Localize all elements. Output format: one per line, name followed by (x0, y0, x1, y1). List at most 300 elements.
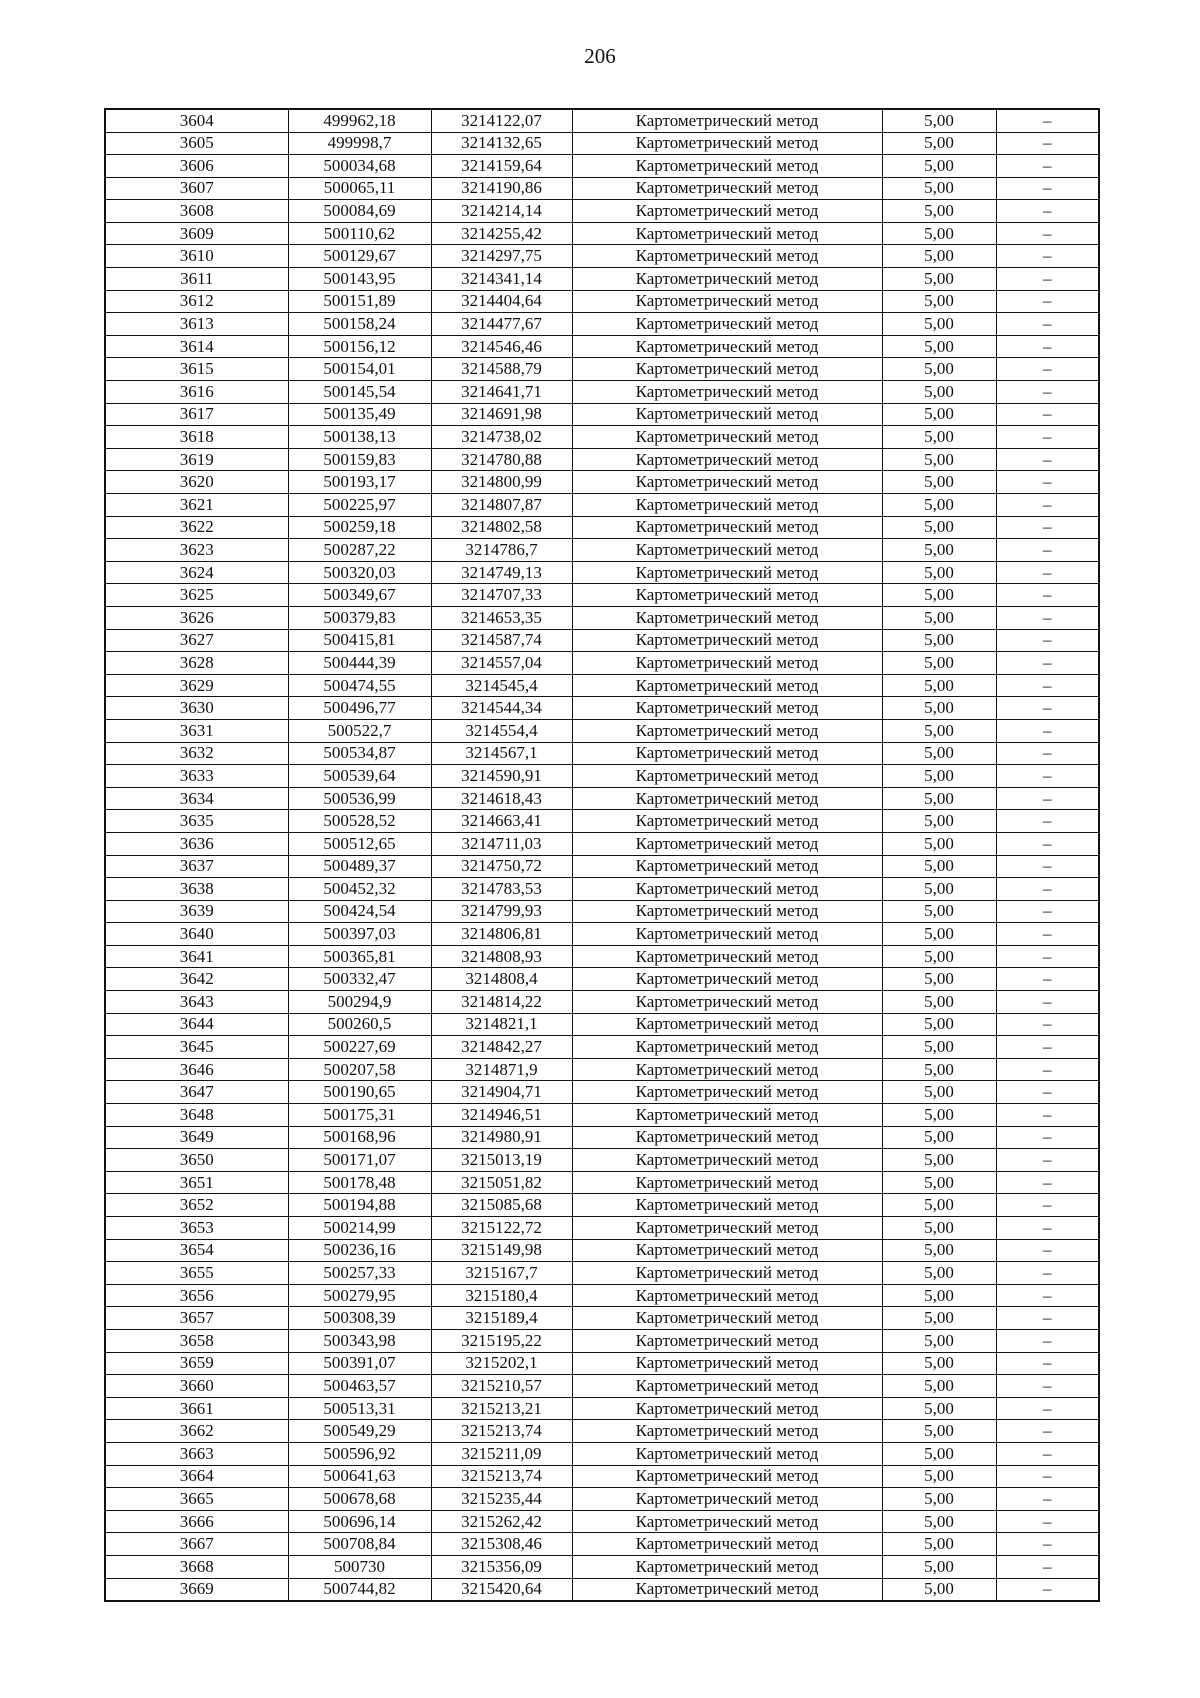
method-cell: Картометрический метод (572, 358, 882, 381)
accuracy-cell: 5,00 (882, 1375, 996, 1398)
table-row (105, 1397, 1099, 1420)
accuracy-cell: 5,00 (882, 290, 996, 313)
method-cell: Картометрический метод (572, 1397, 882, 1420)
dash-cell: – (996, 765, 1099, 788)
point-number-cell: 3657 (105, 1307, 288, 1330)
table-row (105, 1488, 1099, 1511)
method-cell: Картометрический метод (572, 539, 882, 562)
point-number-cell: 3634 (105, 787, 288, 810)
method-cell: Картометрический метод (572, 200, 882, 223)
method-cell: Картометрический метод (572, 1217, 882, 1240)
x-coordinate-cell: 500156,12 (288, 335, 431, 358)
dash-cell: – (996, 855, 1099, 878)
accuracy-cell: 5,00 (882, 765, 996, 788)
accuracy-cell: 5,00 (882, 539, 996, 562)
table-row (105, 177, 1099, 200)
y-coordinate-cell: 3214806,81 (431, 923, 572, 946)
y-coordinate-cell: 3215211,09 (431, 1442, 572, 1465)
table-row (105, 290, 1099, 313)
method-cell: Картометрический метод (572, 991, 882, 1014)
y-coordinate-cell: 3214780,88 (431, 448, 572, 471)
method-cell: Картометрический метод (572, 719, 882, 742)
point-number-cell: 3669 (105, 1578, 288, 1601)
accuracy-cell: 5,00 (882, 652, 996, 675)
point-number-cell: 3619 (105, 448, 288, 471)
dash-cell: – (996, 991, 1099, 1014)
point-number-cell: 3620 (105, 471, 288, 494)
x-coordinate-cell: 500257,33 (288, 1262, 431, 1285)
x-coordinate-cell: 500308,39 (288, 1307, 431, 1330)
method-cell: Картометрический метод (572, 1533, 882, 1556)
point-number-cell: 3668 (105, 1555, 288, 1578)
method-cell: Картометрический метод (572, 109, 882, 132)
point-number-cell: 3651 (105, 1171, 288, 1194)
table-row (105, 403, 1099, 426)
table-row (105, 900, 1099, 923)
accuracy-cell: 5,00 (882, 832, 996, 855)
y-coordinate-cell: 3214821,1 (431, 1013, 572, 1036)
dash-cell: – (996, 222, 1099, 245)
x-coordinate-cell: 500214,99 (288, 1217, 431, 1240)
accuracy-cell: 5,00 (882, 945, 996, 968)
table-row (105, 539, 1099, 562)
x-coordinate-cell: 500463,57 (288, 1375, 431, 1398)
dash-cell: – (996, 561, 1099, 584)
table-row (105, 1126, 1099, 1149)
x-coordinate-cell: 500225,97 (288, 494, 431, 517)
accuracy-cell: 5,00 (882, 109, 996, 132)
x-coordinate-cell: 500138,13 (288, 426, 431, 449)
table-row (105, 335, 1099, 358)
y-coordinate-cell: 3215213,74 (431, 1465, 572, 1488)
table-row (105, 1262, 1099, 1285)
y-coordinate-cell: 3215235,44 (431, 1488, 572, 1511)
table-row (105, 1465, 1099, 1488)
accuracy-cell: 5,00 (882, 403, 996, 426)
y-coordinate-cell: 3214802,58 (431, 516, 572, 539)
table-row (105, 1217, 1099, 1240)
method-cell: Картометрический метод (572, 1149, 882, 1172)
accuracy-cell: 5,00 (882, 1217, 996, 1240)
point-number-cell: 3628 (105, 652, 288, 675)
dash-cell: – (996, 245, 1099, 268)
table-row (105, 1081, 1099, 1104)
point-number-cell: 3632 (105, 742, 288, 765)
method-cell: Картометрический метод (572, 1510, 882, 1533)
y-coordinate-cell: 3214946,51 (431, 1104, 572, 1127)
point-number-cell: 3646 (105, 1058, 288, 1081)
accuracy-cell: 5,00 (882, 1465, 996, 1488)
y-coordinate-cell: 3214590,91 (431, 765, 572, 788)
x-coordinate-cell: 500489,37 (288, 855, 431, 878)
dash-cell: – (996, 1149, 1099, 1172)
method-cell: Картометрический метод (572, 561, 882, 584)
dash-cell: – (996, 652, 1099, 675)
point-number-cell: 3650 (105, 1149, 288, 1172)
point-number-cell: 3643 (105, 991, 288, 1014)
accuracy-cell: 5,00 (882, 1533, 996, 1556)
dash-cell: – (996, 810, 1099, 833)
point-number-cell: 3662 (105, 1420, 288, 1443)
y-coordinate-cell: 3214738,02 (431, 426, 572, 449)
table-row (105, 268, 1099, 291)
x-coordinate-cell: 500287,22 (288, 539, 431, 562)
method-cell: Картометрический метод (572, 674, 882, 697)
x-coordinate-cell: 500452,32 (288, 878, 431, 901)
accuracy-cell: 5,00 (882, 561, 996, 584)
y-coordinate-cell: 3214567,1 (431, 742, 572, 765)
point-number-cell: 3647 (105, 1081, 288, 1104)
method-cell: Картометрический метод (572, 1555, 882, 1578)
point-number-cell: 3616 (105, 381, 288, 404)
x-coordinate-cell: 500236,16 (288, 1239, 431, 1262)
point-number-cell: 3605 (105, 132, 288, 155)
x-coordinate-cell: 499998,7 (288, 132, 431, 155)
table-row (105, 1420, 1099, 1443)
x-coordinate-cell: 500145,54 (288, 381, 431, 404)
table-row (105, 878, 1099, 901)
table-row (105, 109, 1099, 132)
method-cell: Картометрический метод (572, 1262, 882, 1285)
accuracy-cell: 5,00 (882, 1555, 996, 1578)
coordinates-table (104, 108, 1100, 1602)
table-row (105, 832, 1099, 855)
x-coordinate-cell: 500549,29 (288, 1420, 431, 1443)
table-row (105, 1533, 1099, 1556)
accuracy-cell: 5,00 (882, 1194, 996, 1217)
method-cell: Картометрический метод (572, 968, 882, 991)
table-row (105, 1284, 1099, 1307)
y-coordinate-cell: 3214749,13 (431, 561, 572, 584)
method-cell: Картометрический метод (572, 1104, 882, 1127)
method-cell: Картометрический метод (572, 1194, 882, 1217)
x-coordinate-cell: 500260,5 (288, 1013, 431, 1036)
point-number-cell: 3635 (105, 810, 288, 833)
x-coordinate-cell: 500534,87 (288, 742, 431, 765)
dash-cell: – (996, 1510, 1099, 1533)
dash-cell: – (996, 719, 1099, 742)
point-number-cell: 3655 (105, 1262, 288, 1285)
dash-cell: – (996, 132, 1099, 155)
point-number-cell: 3637 (105, 855, 288, 878)
method-cell: Картометрический метод (572, 1578, 882, 1601)
dash-cell: – (996, 381, 1099, 404)
dash-cell: – (996, 335, 1099, 358)
x-coordinate-cell: 500496,77 (288, 697, 431, 720)
x-coordinate-cell: 500641,63 (288, 1465, 431, 1488)
table-row (105, 1510, 1099, 1533)
x-coordinate-cell: 500536,99 (288, 787, 431, 810)
method-cell: Картометрический метод (572, 1488, 882, 1511)
point-number-cell: 3648 (105, 1104, 288, 1127)
table-row (105, 1352, 1099, 1375)
dash-cell: – (996, 697, 1099, 720)
y-coordinate-cell: 3214546,46 (431, 335, 572, 358)
dash-cell: – (996, 1013, 1099, 1036)
x-coordinate-cell: 500084,69 (288, 200, 431, 223)
y-coordinate-cell: 3215149,98 (431, 1239, 572, 1262)
dash-cell: – (996, 494, 1099, 517)
x-coordinate-cell: 500365,81 (288, 945, 431, 968)
x-coordinate-cell: 500696,14 (288, 1510, 431, 1533)
point-number-cell: 3606 (105, 155, 288, 178)
y-coordinate-cell: 3214786,7 (431, 539, 572, 562)
accuracy-cell: 5,00 (882, 1058, 996, 1081)
point-number-cell: 3611 (105, 268, 288, 291)
dash-cell: – (996, 109, 1099, 132)
dash-cell: – (996, 177, 1099, 200)
accuracy-cell: 5,00 (882, 200, 996, 223)
dash-cell: – (996, 1578, 1099, 1601)
coordinates-table-body (105, 109, 1099, 1601)
accuracy-cell: 5,00 (882, 245, 996, 268)
accuracy-cell: 5,00 (882, 313, 996, 336)
dash-cell: – (996, 968, 1099, 991)
table-row (105, 1375, 1099, 1398)
method-cell: Картометрический метод (572, 742, 882, 765)
point-number-cell: 3612 (105, 290, 288, 313)
method-cell: Картометрический метод (572, 1284, 882, 1307)
y-coordinate-cell: 3214132,65 (431, 132, 572, 155)
x-coordinate-cell: 500474,55 (288, 674, 431, 697)
dash-cell: – (996, 945, 1099, 968)
x-coordinate-cell: 500678,68 (288, 1488, 431, 1511)
dash-cell: – (996, 1488, 1099, 1511)
point-number-cell: 3665 (105, 1488, 288, 1511)
y-coordinate-cell: 3214707,33 (431, 584, 572, 607)
method-cell: Картометрический метод (572, 1013, 882, 1036)
x-coordinate-cell: 500444,39 (288, 652, 431, 675)
table-row (105, 1149, 1099, 1172)
point-number-cell: 3625 (105, 584, 288, 607)
table-row (105, 200, 1099, 223)
dash-cell: – (996, 1397, 1099, 1420)
y-coordinate-cell: 3214618,43 (431, 787, 572, 810)
y-coordinate-cell: 3214800,99 (431, 471, 572, 494)
method-cell: Картометрический метод (572, 697, 882, 720)
table-row (105, 1442, 1099, 1465)
accuracy-cell: 5,00 (882, 132, 996, 155)
accuracy-cell: 5,00 (882, 1013, 996, 1036)
dash-cell: – (996, 1533, 1099, 1556)
y-coordinate-cell: 3214691,98 (431, 403, 572, 426)
y-coordinate-cell: 3215051,82 (431, 1171, 572, 1194)
point-number-cell: 3622 (105, 516, 288, 539)
accuracy-cell: 5,00 (882, 697, 996, 720)
table-row (105, 1013, 1099, 1036)
y-coordinate-cell: 3214214,14 (431, 200, 572, 223)
accuracy-cell: 5,00 (882, 1036, 996, 1059)
table-row (105, 358, 1099, 381)
table-row (105, 448, 1099, 471)
point-number-cell: 3607 (105, 177, 288, 200)
point-number-cell: 3645 (105, 1036, 288, 1059)
y-coordinate-cell: 3214663,41 (431, 810, 572, 833)
x-coordinate-cell: 500391,07 (288, 1352, 431, 1375)
method-cell: Картометрический метод (572, 900, 882, 923)
point-number-cell: 3666 (105, 1510, 288, 1533)
table-row (105, 516, 1099, 539)
point-number-cell: 3624 (105, 561, 288, 584)
y-coordinate-cell: 3214783,53 (431, 878, 572, 901)
point-number-cell: 3641 (105, 945, 288, 968)
dash-cell: – (996, 1555, 1099, 1578)
accuracy-cell: 5,00 (882, 674, 996, 697)
method-cell: Картометрический метод (572, 1442, 882, 1465)
dash-cell: – (996, 403, 1099, 426)
x-coordinate-cell: 500154,01 (288, 358, 431, 381)
y-coordinate-cell: 3214588,79 (431, 358, 572, 381)
accuracy-cell: 5,00 (882, 426, 996, 449)
dash-cell: – (996, 1284, 1099, 1307)
table-row (105, 652, 1099, 675)
y-coordinate-cell: 3214159,64 (431, 155, 572, 178)
method-cell: Картометрический метод (572, 855, 882, 878)
accuracy-cell: 5,00 (882, 606, 996, 629)
accuracy-cell: 5,00 (882, 991, 996, 1014)
accuracy-cell: 5,00 (882, 1578, 996, 1601)
dash-cell: – (996, 1307, 1099, 1330)
method-cell: Картометрический метод (572, 471, 882, 494)
method-cell: Картометрический метод (572, 426, 882, 449)
y-coordinate-cell: 3214980,91 (431, 1126, 572, 1149)
x-coordinate-cell: 500332,47 (288, 968, 431, 991)
point-number-cell: 3656 (105, 1284, 288, 1307)
table-row (105, 1058, 1099, 1081)
accuracy-cell: 5,00 (882, 787, 996, 810)
dash-cell: – (996, 1442, 1099, 1465)
accuracy-cell: 5,00 (882, 1171, 996, 1194)
x-coordinate-cell: 500320,03 (288, 561, 431, 584)
point-number-cell: 3621 (105, 494, 288, 517)
accuracy-cell: 5,00 (882, 1081, 996, 1104)
point-number-cell: 3653 (105, 1217, 288, 1240)
table-row (105, 1239, 1099, 1262)
dash-cell: – (996, 313, 1099, 336)
point-number-cell: 3614 (105, 335, 288, 358)
x-coordinate-cell: 500207,58 (288, 1058, 431, 1081)
x-coordinate-cell: 500143,95 (288, 268, 431, 291)
accuracy-cell: 5,00 (882, 358, 996, 381)
method-cell: Картометрический метод (572, 177, 882, 200)
x-coordinate-cell: 500178,48 (288, 1171, 431, 1194)
x-coordinate-cell: 500135,49 (288, 403, 431, 426)
y-coordinate-cell: 3215013,19 (431, 1149, 572, 1172)
accuracy-cell: 5,00 (882, 1104, 996, 1127)
accuracy-cell: 5,00 (882, 1488, 996, 1511)
accuracy-cell: 5,00 (882, 381, 996, 404)
x-coordinate-cell: 500034,68 (288, 155, 431, 178)
method-cell: Картометрический метод (572, 516, 882, 539)
table-row (105, 629, 1099, 652)
dash-cell: – (996, 448, 1099, 471)
point-number-cell: 3640 (105, 923, 288, 946)
accuracy-cell: 5,00 (882, 584, 996, 607)
dash-cell: – (996, 606, 1099, 629)
method-cell: Картометрический метод (572, 290, 882, 313)
y-coordinate-cell: 3214641,71 (431, 381, 572, 404)
x-coordinate-cell: 500279,95 (288, 1284, 431, 1307)
accuracy-cell: 5,00 (882, 855, 996, 878)
y-coordinate-cell: 3215167,7 (431, 1262, 572, 1285)
dash-cell: – (996, 1217, 1099, 1240)
dash-cell: – (996, 1262, 1099, 1285)
table-row (105, 945, 1099, 968)
accuracy-cell: 5,00 (882, 629, 996, 652)
y-coordinate-cell: 3214404,64 (431, 290, 572, 313)
dash-cell: – (996, 268, 1099, 291)
dash-cell: – (996, 674, 1099, 697)
x-coordinate-cell: 500110,62 (288, 222, 431, 245)
dash-cell: – (996, 923, 1099, 946)
x-coordinate-cell: 500513,31 (288, 1397, 431, 1420)
x-coordinate-cell: 500349,67 (288, 584, 431, 607)
method-cell: Картометрический метод (572, 222, 882, 245)
dash-cell: – (996, 1104, 1099, 1127)
x-coordinate-cell: 500522,7 (288, 719, 431, 742)
method-cell: Картометрический метод (572, 832, 882, 855)
y-coordinate-cell: 3214653,35 (431, 606, 572, 629)
x-coordinate-cell: 500424,54 (288, 900, 431, 923)
x-coordinate-cell: 500175,31 (288, 1104, 431, 1127)
point-number-cell: 3631 (105, 719, 288, 742)
method-cell: Картометрический метод (572, 765, 882, 788)
dash-cell: – (996, 787, 1099, 810)
accuracy-cell: 5,00 (882, 1149, 996, 1172)
table-row (105, 561, 1099, 584)
point-number-cell: 3660 (105, 1375, 288, 1398)
method-cell: Картометрический метод (572, 155, 882, 178)
accuracy-cell: 5,00 (882, 1510, 996, 1533)
x-coordinate-cell: 500194,88 (288, 1194, 431, 1217)
y-coordinate-cell: 3215195,22 (431, 1329, 572, 1352)
point-number-cell: 3610 (105, 245, 288, 268)
accuracy-cell: 5,00 (882, 1126, 996, 1149)
dash-cell: – (996, 358, 1099, 381)
table-row (105, 1194, 1099, 1217)
y-coordinate-cell: 3215189,4 (431, 1307, 572, 1330)
point-number-cell: 3636 (105, 832, 288, 855)
point-number-cell: 3633 (105, 765, 288, 788)
method-cell: Картометрический метод (572, 1375, 882, 1398)
table-row (105, 765, 1099, 788)
accuracy-cell: 5,00 (882, 1329, 996, 1352)
method-cell: Картометрический метод (572, 1239, 882, 1262)
dash-cell: – (996, 471, 1099, 494)
dash-cell: – (996, 1171, 1099, 1194)
x-coordinate-cell: 500259,18 (288, 516, 431, 539)
accuracy-cell: 5,00 (882, 1397, 996, 1420)
dash-cell: – (996, 200, 1099, 223)
y-coordinate-cell: 3214557,04 (431, 652, 572, 675)
accuracy-cell: 5,00 (882, 335, 996, 358)
dash-cell: – (996, 878, 1099, 901)
y-coordinate-cell: 3215213,74 (431, 1420, 572, 1443)
dash-cell: – (996, 1352, 1099, 1375)
y-coordinate-cell: 3215085,68 (431, 1194, 572, 1217)
accuracy-cell: 5,00 (882, 968, 996, 991)
table-row (105, 132, 1099, 155)
point-number-cell: 3663 (105, 1442, 288, 1465)
x-coordinate-cell: 500171,07 (288, 1149, 431, 1172)
dash-cell: – (996, 629, 1099, 652)
method-cell: Картометрический метод (572, 652, 882, 675)
accuracy-cell: 5,00 (882, 878, 996, 901)
table-row (105, 1171, 1099, 1194)
point-number-cell: 3608 (105, 200, 288, 223)
point-number-cell: 3627 (105, 629, 288, 652)
x-coordinate-cell: 500596,92 (288, 1442, 431, 1465)
